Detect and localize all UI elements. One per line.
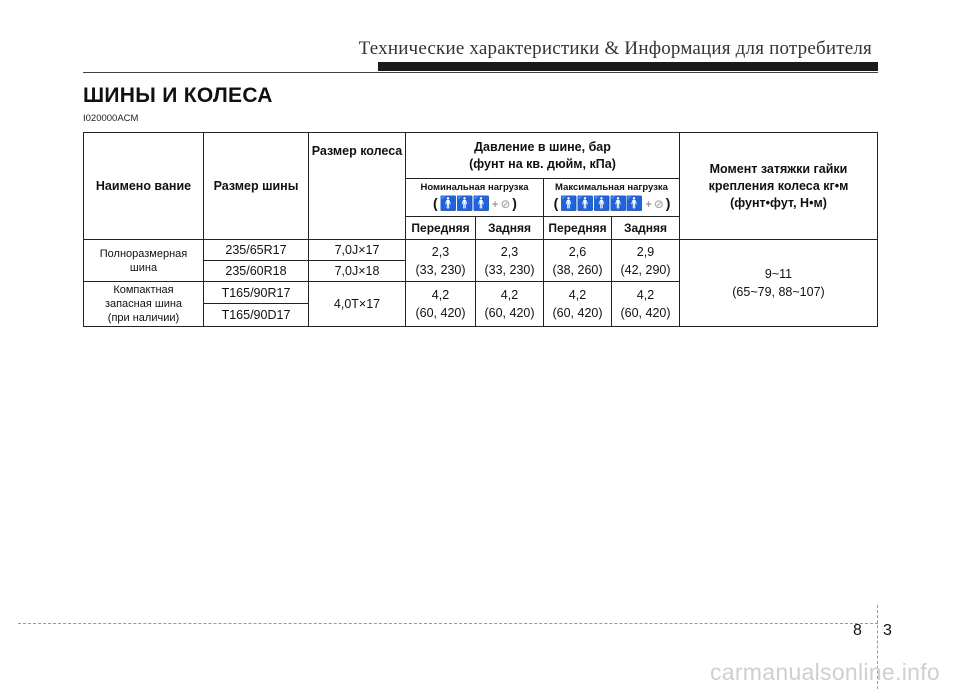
pressure-cell: 2,9 (42, 290) — [612, 240, 680, 282]
header-title: Технические характеристики & Информация для потребителя — [358, 38, 872, 59]
wheel-size-cell: 7,0J×18 — [309, 261, 406, 282]
torque-cell: 9~11 (65~79, 88~107) — [680, 240, 878, 327]
header-bar — [378, 62, 878, 71]
header-divider — [83, 72, 878, 73]
section-code: I020000ACM — [83, 113, 139, 124]
col-header-wheel-size: Размер колеса — [309, 133, 406, 240]
tire-size-cell: 235/65R17 — [204, 240, 309, 261]
page-number: 3 — [883, 622, 892, 639]
col-header-max-front: Передняя — [544, 217, 612, 240]
watermark-link[interactable]: carmanualsonline.info — [709, 659, 940, 685]
col-header-max-rear: Задняя — [612, 217, 680, 240]
col-header-pressure — [406, 133, 680, 179]
pressure-cell: 4,2 (60, 420) — [612, 282, 680, 327]
wheel-size-cell: 7,0J×17 — [309, 240, 406, 261]
pressure-title: Давление в шине, бар — [474, 139, 611, 154]
pressure-cell: 4,2 (60, 420) — [406, 282, 476, 327]
pressure-cell: 4,2 (60, 420) — [544, 282, 612, 327]
col-header-max-load: Максимальная нагрузка ( 🚹🚹🚹🚹🚹 + ⊘ ) — [544, 179, 680, 217]
tire-size-cell: 235/60R18 — [204, 261, 309, 282]
footer-divider — [18, 623, 878, 624]
col-header-normal-front: Передняя — [406, 217, 476, 240]
table-row — [84, 240, 878, 261]
row-label-compact-spare: Компактная запасная шина (при наличии) — [84, 282, 204, 327]
pressure-cell: 2,3 (33, 230) — [476, 240, 544, 282]
tire-size-cell: T165/90R17 — [204, 282, 309, 304]
col-header-normal-rear: Задняя — [476, 217, 544, 240]
pressure-cell: 2,6 (38, 260) — [544, 240, 612, 282]
three-person-plus-luggage-icon: ( 🚹🚹🚹 + ⊘ ) — [433, 195, 516, 211]
pressure-cell: 2,3 (33, 230) — [406, 240, 476, 282]
pressure-cell: 4,2 (60, 420) — [476, 282, 544, 327]
page-chapter-number: 8 — [853, 622, 862, 639]
five-person-plus-luggage-icon: ( 🚹🚹🚹🚹🚹 + ⊘ ) — [553, 195, 670, 211]
col-header-torque: Момент затяжки гайки крепления колеса кг•м (фунт•фут, Н•м) — [680, 133, 878, 240]
tire-size-cell: T165/90D17 — [204, 304, 309, 327]
tire-spec-table — [83, 132, 878, 327]
pressure-units: (фунт на кв. дюйм, кПа) — [469, 156, 616, 171]
col-header-tire-size: Размер шины — [204, 133, 309, 240]
row-label-full-size: Полноразмерная шина — [84, 240, 204, 282]
col-header-normal-load: Номинальная нагрузка ( 🚹🚹🚹 + ⊘ ) — [406, 179, 544, 217]
section-title: ШИНЫ И КОЛЕСА — [83, 84, 273, 107]
wheel-size-cell: 4,0T×17 — [309, 282, 406, 327]
col-header-name: Наимено вание — [84, 133, 204, 240]
